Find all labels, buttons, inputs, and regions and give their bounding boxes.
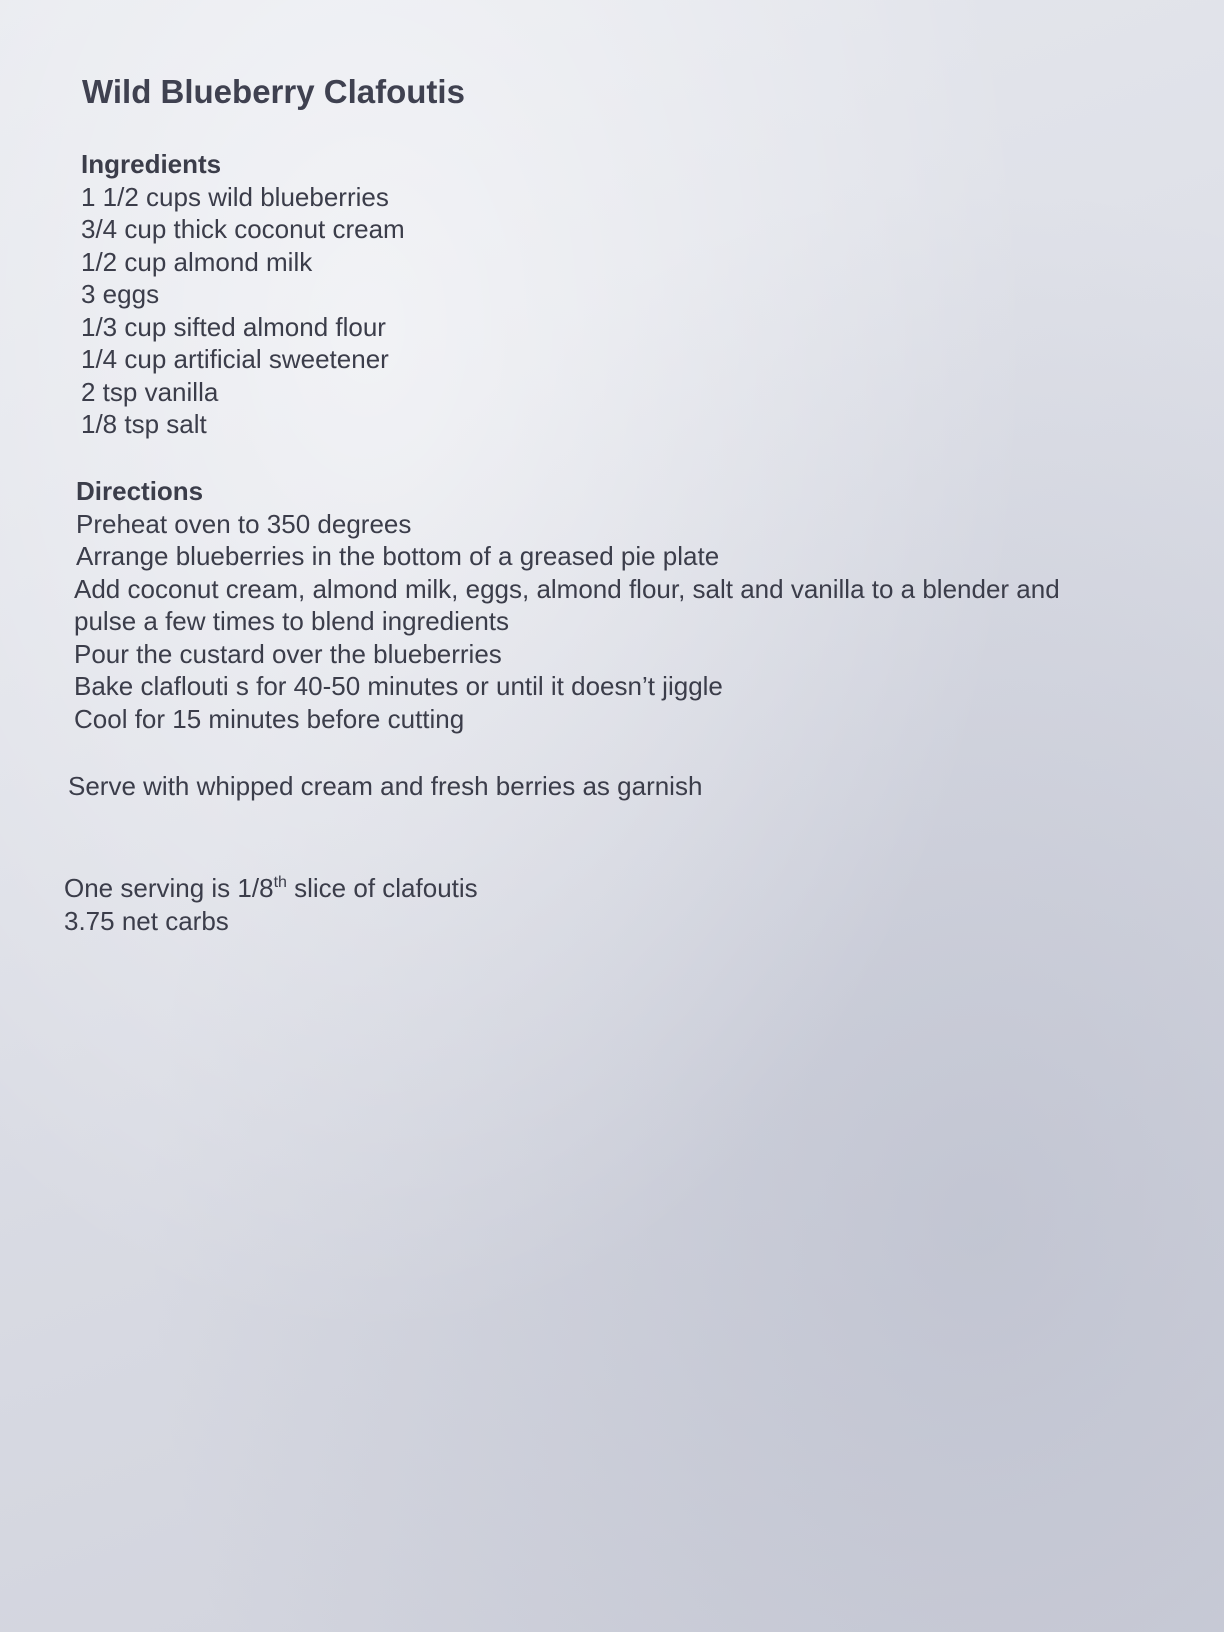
direction-line: Cool for 15 minutes before cutting bbox=[74, 703, 465, 734]
direction-line: Add coconut cream, almond milk, eggs, almond flour, salt and vanilla to a blender and bbox=[74, 573, 1060, 604]
serving-size bbox=[64, 872, 478, 905]
ingredient-item: 1/8 tsp salt bbox=[81, 409, 207, 439]
directions-section bbox=[76, 475, 1060, 735]
ingredients-section bbox=[81, 148, 405, 441]
ingredient-item: 2 tsp vanilla bbox=[81, 376, 219, 407]
direction-line: Preheat oven to 350 degrees bbox=[76, 508, 412, 539]
ingredient-item: 1/4 cup artificial sweetener bbox=[81, 344, 389, 374]
direction-line: pulse a few times to blend ingredients bbox=[74, 606, 510, 636]
ingredients-heading: Ingredients bbox=[81, 149, 222, 179]
serving-suggestion: Serve with whipped cream and fresh berries as garnish bbox=[68, 771, 703, 801]
ingredient-item: 1/3 cup sifted almond flour bbox=[81, 311, 386, 342]
ingredient-item: 3 eggs bbox=[81, 279, 160, 309]
net-carbs: 3.75 net carbs bbox=[64, 906, 229, 936]
direction-line: Pour the custard over the blueberries bbox=[74, 638, 502, 669]
serving-size-ordinal: th bbox=[273, 874, 287, 891]
ingredient-item: 1/2 cup almond milk bbox=[81, 246, 313, 277]
ingredient-item: 1 1/2 cups wild blueberries bbox=[81, 181, 389, 212]
serving-size-suffix: slice of clafoutis bbox=[286, 873, 478, 903]
serving-size-prefix: One serving is 1/8 bbox=[64, 873, 274, 903]
direction-line: Arrange blueberries in the bottom of a greased pie plate bbox=[76, 541, 720, 571]
recipe-title: Wild Blueberry Clafoutis bbox=[82, 73, 465, 110]
directions-heading: Directions bbox=[76, 476, 204, 506]
serving-info bbox=[64, 872, 478, 938]
direction-line: Bake claflouti s for 40-50 minutes or until it doesn’t jiggle bbox=[74, 671, 723, 701]
ingredient-item: 3/4 cup thick coconut cream bbox=[81, 214, 405, 244]
